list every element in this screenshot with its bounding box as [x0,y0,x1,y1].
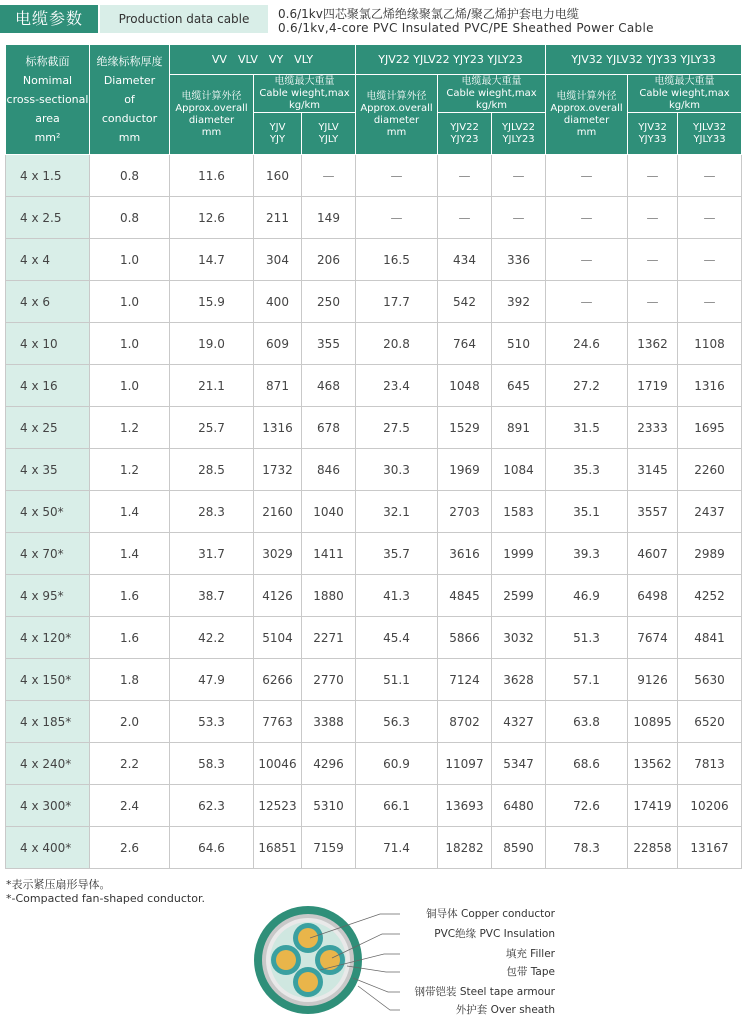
table-cell: 1.4 [90,491,170,533]
cable-data-table [5,44,742,869]
table-cell: 4845 [438,575,492,617]
cell-section: 4 x 185* [6,701,90,743]
table-cell: 17.7 [356,281,438,323]
table-cell: 1999 [492,533,546,575]
table-cell: 1969 [438,449,492,491]
table-row [6,155,742,197]
table-cell: 23.4 [356,365,438,407]
table-cell: 35.7 [356,533,438,575]
table-cell: 5310 [302,785,356,827]
table-cell: 1.4 [90,533,170,575]
cell-section: 4 x 50* [6,491,90,533]
table-row [6,659,742,701]
table-cell: 3557 [628,491,678,533]
header-title-cn: 0.6/1kv四芯聚氯乙烯绝缘聚氯乙烯/聚乙烯护套电力电缆 [278,7,579,21]
table-cell: 1.8 [90,659,170,701]
table-cell: 2703 [438,491,492,533]
table-cell: 1411 [302,533,356,575]
table-cell: 609 [254,323,302,365]
table-cell: — [546,197,628,239]
table-cell: 2.6 [90,827,170,869]
table-cell: — [628,197,678,239]
table-cell: 1695 [678,407,742,449]
dia-head-1: 电缆计算外径 Approx.overall diameter mm [170,75,254,155]
table-cell: 57.1 [546,659,628,701]
table-cell: 1880 [302,575,356,617]
table-cell: 21.1 [170,365,254,407]
table-cell: 28.5 [170,449,254,491]
table-cell: 6520 [678,701,742,743]
table-cell: — [678,197,742,239]
table-cell: 1.6 [90,617,170,659]
table-row [6,701,742,743]
table-cell: 1316 [678,365,742,407]
table-cell: 41.3 [356,575,438,617]
table-cell: 8590 [492,827,546,869]
table-cell: 11.6 [170,155,254,197]
table-cell: 1.2 [90,407,170,449]
table-cell: 4252 [678,575,742,617]
legend-tape: 包带 Tape [506,966,555,978]
table-cell: 62.3 [170,785,254,827]
col-head-insulation: 绝缘标称厚度 Diameter of conductor mm [90,45,170,155]
table-cell: 18282 [438,827,492,869]
table-row [6,281,742,323]
table-cell: 13693 [438,785,492,827]
sub-head-2b: YJLV22 YJLY23 [492,113,546,155]
table-cell: 4607 [628,533,678,575]
table-cell: 60.9 [356,743,438,785]
table-cell: 14.7 [170,239,254,281]
table-cell: 47.9 [170,659,254,701]
table-cell: 13562 [628,743,678,785]
table-cell: 1583 [492,491,546,533]
dia-head-3: 电缆计算外径 Approx.overall diameter mm [546,75,628,155]
table-cell: — [356,197,438,239]
table-cell: — [678,155,742,197]
table-row [6,617,742,659]
legend-steel-armour: 钢带铠装 Steel tape armour [414,986,555,998]
table-cell: 32.1 [356,491,438,533]
table-cell: 20.8 [356,323,438,365]
table-row [6,533,742,575]
table-cell: 5866 [438,617,492,659]
table-cell: 764 [438,323,492,365]
table-cell: 4126 [254,575,302,617]
table-cell: 1.0 [90,365,170,407]
cell-section: 4 x 35 [6,449,90,491]
table-cell: 355 [302,323,356,365]
table-cell: 10895 [628,701,678,743]
table-cell: — [678,239,742,281]
table-cell: 434 [438,239,492,281]
table-cell: 13167 [678,827,742,869]
page-header [0,0,750,44]
table-cell: 1.2 [90,449,170,491]
table-cell: 46.9 [546,575,628,617]
table-cell: 1.0 [90,281,170,323]
table-cell: 0.8 [90,197,170,239]
cell-section: 4 x 150* [6,659,90,701]
table-cell: 4296 [302,743,356,785]
table-cell: 211 [254,197,302,239]
table-cell: — [546,155,628,197]
table-cell: 15.9 [170,281,254,323]
table-cell: — [438,155,492,197]
table-cell: 1108 [678,323,742,365]
table-cell: 63.8 [546,701,628,743]
table-cell: 5347 [492,743,546,785]
table-cell: 7674 [628,617,678,659]
wt-head-2: 电缆最大重量 Cable wieght,max kg/km [438,75,546,113]
table-cell: 2.2 [90,743,170,785]
table-row [6,323,742,365]
col-head-section: 标称截面 Nomimal cross-sectional area mm² [6,45,90,155]
cell-section: 4 x 95* [6,575,90,617]
table-cell: 56.3 [356,701,438,743]
group-head-yjv22: YJV22 YJLV22 YJY23 YJLY23 [356,45,546,75]
table-cell: 27.2 [546,365,628,407]
table-cell: 30.3 [356,449,438,491]
table-cell: 0.8 [90,155,170,197]
sub-head-1a: YJV YJY [254,113,302,155]
table-cell: 400 [254,281,302,323]
table-row [6,239,742,281]
table-cell: — [492,197,546,239]
table-cell: 51.3 [546,617,628,659]
table-cell: 3029 [254,533,302,575]
table-cell: — [628,155,678,197]
table-cell: 7813 [678,743,742,785]
table-cell: 31.7 [170,533,254,575]
table-cell: 16851 [254,827,302,869]
table-cell: 4327 [492,701,546,743]
table-cell: 871 [254,365,302,407]
table-cell: 2437 [678,491,742,533]
table-cell: 3388 [302,701,356,743]
table-row [6,365,742,407]
footnote-cn: *表示紧压扇形导体。 [6,878,111,891]
table-cell: 17419 [628,785,678,827]
table-cell: 1.0 [90,239,170,281]
header-tag-cn: 电缆参数 [0,5,98,33]
table-cell: 16.5 [356,239,438,281]
table-cell: 64.6 [170,827,254,869]
table-cell: — [546,239,628,281]
table-cell: 2271 [302,617,356,659]
table-cell: 72.6 [546,785,628,827]
table-row [6,575,742,617]
table-cell: 42.2 [170,617,254,659]
cell-section: 4 x 1.5 [6,155,90,197]
table-cell: — [438,197,492,239]
table-cell: 1732 [254,449,302,491]
table-cell: 3628 [492,659,546,701]
table-cell: 11097 [438,743,492,785]
cell-section: 4 x 2.5 [6,197,90,239]
legend-pvc-insulation: PVC绝缘 PVC Insulation [434,928,555,940]
table-cell: 6498 [628,575,678,617]
table-cell: 2160 [254,491,302,533]
table-cell: 2989 [678,533,742,575]
table-cell: 22858 [628,827,678,869]
group-head-yjv32: YJV32 YJLV32 YJY33 YJLY33 [546,45,742,75]
table-row [6,197,742,239]
table-cell: 468 [302,365,356,407]
table-row [6,407,742,449]
table-cell: 24.6 [546,323,628,365]
table-cell: 7159 [302,827,356,869]
table-cell: 5104 [254,617,302,659]
table-cell: 1719 [628,365,678,407]
table-cell: 6266 [254,659,302,701]
table-cell: — [492,155,546,197]
table-cell: — [302,155,356,197]
table-cell: 10206 [678,785,742,827]
cell-section: 4 x 10 [6,323,90,365]
table-cell: 846 [302,449,356,491]
cell-section: 4 x 4 [6,239,90,281]
table-cell: 645 [492,365,546,407]
table-cell: 71.4 [356,827,438,869]
sub-head-2a: YJV22 YJY23 [438,113,492,155]
header-tag-en: Production data cable [100,5,268,33]
table-cell: 3616 [438,533,492,575]
table-cell: 2770 [302,659,356,701]
group-head-vv: VV VLV VY VLY [170,45,356,75]
table-row [6,449,742,491]
table-cell: 53.3 [170,701,254,743]
footnotes [6,878,205,906]
table-cell: 78.3 [546,827,628,869]
table-cell: 160 [254,155,302,197]
table-cell: 66.1 [356,785,438,827]
table-cell: 2333 [628,407,678,449]
table-cell: — [546,281,628,323]
table-cell: — [678,281,742,323]
table-cell: — [356,155,438,197]
table-cell: 31.5 [546,407,628,449]
wt-head-3: 电缆最大重量 Cable wieght,max kg/km [628,75,742,113]
dia-head-2: 电缆计算外径 Approx.overall diameter mm [356,75,438,155]
cell-section: 4 x 300* [6,785,90,827]
table-cell: 35.3 [546,449,628,491]
legend-filler: 填充 Filler [505,948,555,960]
table-cell: 250 [302,281,356,323]
table-cell: 27.5 [356,407,438,449]
table-cell: 1362 [628,323,678,365]
legend-copper-conductor: 铜导体 Copper conductor [426,908,555,920]
cell-section: 4 x 120* [6,617,90,659]
table-cell: 51.1 [356,659,438,701]
table-cell: 1040 [302,491,356,533]
table-cell: 45.4 [356,617,438,659]
table-row [6,785,742,827]
table-cell: 68.6 [546,743,628,785]
table-cell: 336 [492,239,546,281]
legend-over-sheath: 外护套 Over sheath [455,1004,555,1016]
table-row [6,827,742,869]
table-cell: 35.1 [546,491,628,533]
cell-section: 4 x 400* [6,827,90,869]
table-cell: 678 [302,407,356,449]
table-cell: 12.6 [170,197,254,239]
table-cell: 510 [492,323,546,365]
wt-head-1: 电缆最大重量 Cable wieght,max kg/km [254,75,356,113]
table-cell: — [628,281,678,323]
table-cell: 3145 [628,449,678,491]
cell-section: 4 x 16 [6,365,90,407]
table-row [6,491,742,533]
cell-section: 4 x 25 [6,407,90,449]
table-body [6,155,742,869]
table-cell: 1316 [254,407,302,449]
table-cell: 7124 [438,659,492,701]
table-cell: 149 [302,197,356,239]
table-cell: 206 [302,239,356,281]
table-cell: 5630 [678,659,742,701]
table-cell: 2260 [678,449,742,491]
table-cell: 4841 [678,617,742,659]
table-cell: 1529 [438,407,492,449]
table-cell: 392 [492,281,546,323]
cell-section: 4 x 70* [6,533,90,575]
header-title-en: 0.6/1kv,4-core PVC Insulated PVC/PE Sheathed Power Cable [278,21,654,35]
table-cell: 1084 [492,449,546,491]
sub-head-3b: YJLV32 YJLY33 [678,113,742,155]
table-cell: 9126 [628,659,678,701]
table-cell: 8702 [438,701,492,743]
table-cell: 58.3 [170,743,254,785]
table-cell: 6480 [492,785,546,827]
table-cell: 10046 [254,743,302,785]
table-cell: 304 [254,239,302,281]
sub-head-1b: YJLV YJLY [302,113,356,155]
sub-head-3a: YJV32 YJY33 [628,113,678,155]
table-cell: 39.3 [546,533,628,575]
table-cell: 25.7 [170,407,254,449]
table-cell: 891 [492,407,546,449]
table-cell: — [628,239,678,281]
table-cell: 1048 [438,365,492,407]
table-cell: 19.0 [170,323,254,365]
table-row [6,743,742,785]
cell-section: 4 x 6 [6,281,90,323]
table-cell: 2599 [492,575,546,617]
table-cell: 1.6 [90,575,170,617]
table-cell: 28.3 [170,491,254,533]
footnote-en: *-Compacted fan-shaped conductor. [6,892,205,905]
table-cell: 542 [438,281,492,323]
cell-section: 4 x 240* [6,743,90,785]
table-cell: 2.4 [90,785,170,827]
table-cell: 1.0 [90,323,170,365]
table-cell: 7763 [254,701,302,743]
table-cell: 3032 [492,617,546,659]
table-cell: 38.7 [170,575,254,617]
table-cell: 12523 [254,785,302,827]
table-cell: 2.0 [90,701,170,743]
